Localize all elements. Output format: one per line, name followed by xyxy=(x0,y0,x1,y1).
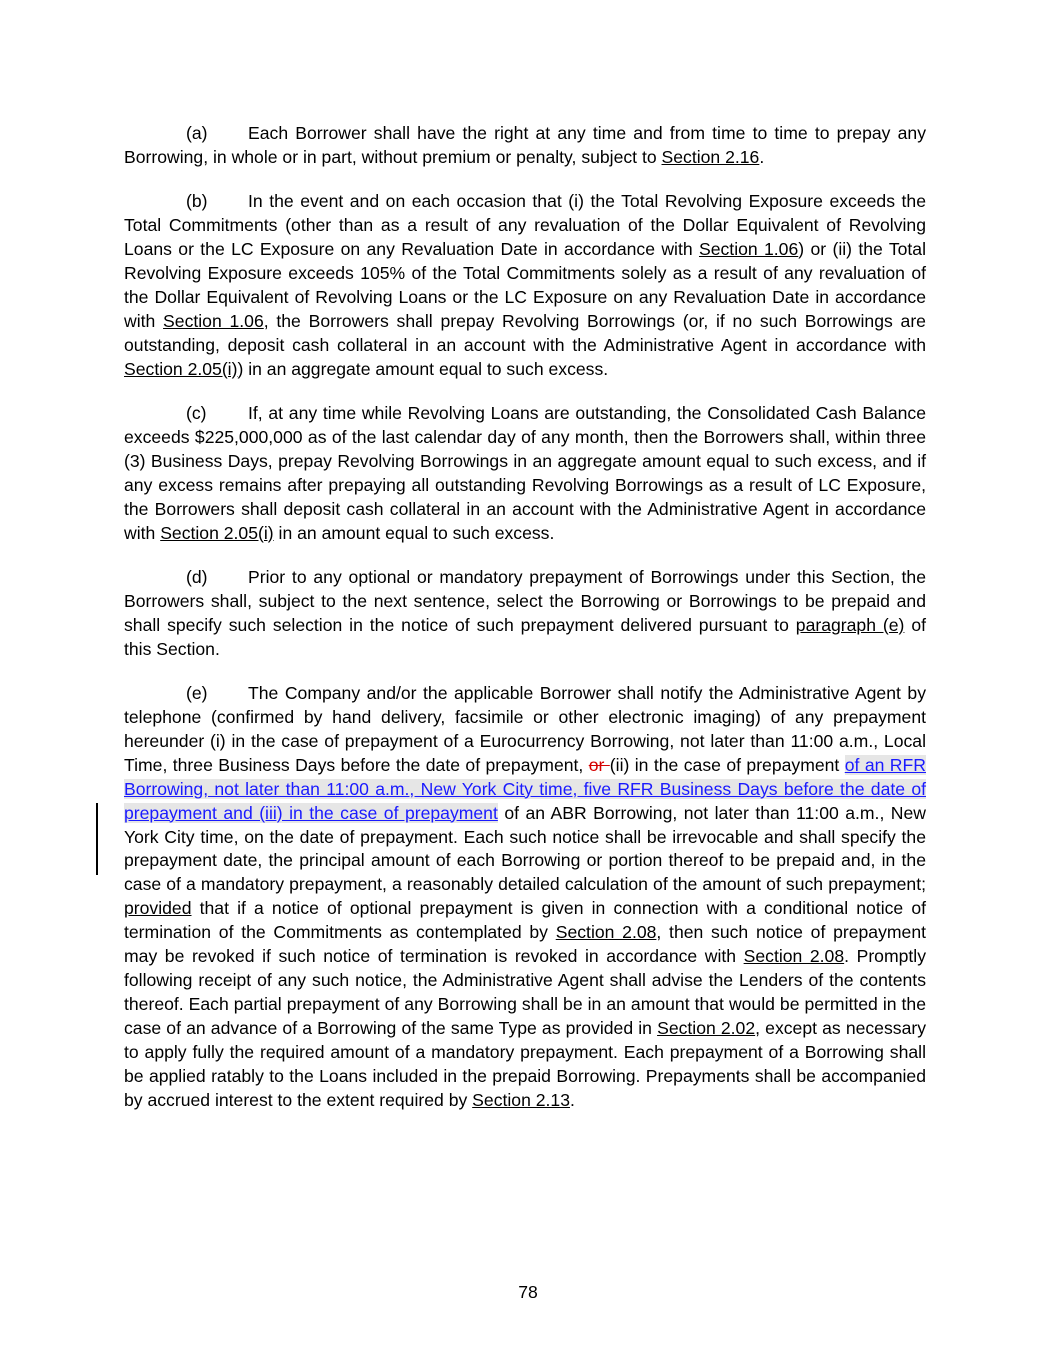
section-reference: Section 2.02 xyxy=(657,1017,756,1038)
paragraph-c xyxy=(124,402,926,545)
paragraph-a xyxy=(124,122,926,170)
deleted-text: or xyxy=(588,754,610,775)
defined-term-provided: provided xyxy=(124,898,192,919)
section-reference: Section 2.08 xyxy=(743,946,845,967)
section-reference: paragraph (e) xyxy=(795,614,905,635)
section-reference: Section 1.06 xyxy=(698,239,799,260)
paragraph-text: In the event and on each occasion that (i) the Total Revolving Exposure exceeds the Total Commitments (other than as a result of any revaluation of the Dollar Equivalent of Revolving Loans or the LC Exposure on any Revaluation Date in accordance with Section 1.06) or (ii) the Total Revolving Exposure exceeds 105% of the Total Commitments solely as a result of any revaluation of the Dollar Equivalent of Revolving Loans or the LC Exposure on any Revaluation Date in accordance with Section 1.06, the Borrowers shall prepay Revolving Borrowings (or, if no such Borrowings are outstanding, deposit cash collateral in an account with the Administrative Agent in accordance with Section 2.05(i)) in an aggregate amount equal to such excess. xyxy=(124,191,926,379)
paragraph-b xyxy=(124,190,926,381)
paragraph-text: Prior to any optional or mandatory prepayment of Borrowings under this Section, the Borrowers shall, subject to the next sentence, select the Borrowing or Borrowings to be prepaid and shall specify such selection in the notice of such prepayment delivered pursuant to paragraph (e) of this Section. xyxy=(124,567,926,659)
paragraph-label: (d) xyxy=(186,567,208,587)
paragraph-text: The Company and/or the applicable Borrower shall notify the Administrative Agent by telephone (confirmed by hand delivery, facsimile or other electronic imaging) of any prepayment hereunder (i) in the case of prepayment of a Eurocurrency Borrowing, not later than 11:00 a.m., Local Time, three Business Days before the date of prepayment, or (ii) in the case of prepayment of an RFR Borrowing, not later than 11:00 a.m., New York City time, five RFR Business Days before the date of prepayment and (iii) in the case of prepayment of an ABR Borrowing, not later than 11:00 a.m., New York City time, on the date of prepayment. Each such notice shall be irrevocable and shall specify the prepayment date, the principal amount of each Borrowing or portion thereof to be prepaid and, in the case of a mandatory prepayment, a reasonably detailed calculation of the amount of such prepayment; provided that if a notice of optional prepayment is given in connection with a conditional notice of termination of the Commitments as contemplated by Section 2.08, then such notice of prepayment may be revoked if such notice of termination is revoked in accordance with Section 2.08. Promptly following receipt of any such notice, the Administrative Agent shall advise the Lenders of the contents thereof. Each partial prepayment of any Borrowing shall be in an amount that would be permitted in the case of an advance of a Borrowing of the same Type as provided in Section 2.02, except as necessary to apply fully the required amount of a mandatory prepayment. Each prepayment of a Borrowing shall be applied ratably to the Loans included in the prepaid Borrowing. Prepayments shall be accompanied by accrued interest to the extent required by Section 2.13. xyxy=(124,683,927,1110)
section-reference: Section 2.05(i) xyxy=(160,522,274,543)
paragraph-text: Each Borrower shall have the right at any time and from time to time to prepay any Borrowing, in whole or in part, without premium or penalty, subject to Section 2.16. xyxy=(124,123,926,167)
inserted-text: of an RFR Borrowing, not later than 11:00 a.m., New York City time, five RFR Business Days before the date of prepayment and (iii) in the case of prepayment xyxy=(124,754,926,823)
paragraph-label: (c) xyxy=(186,403,207,424)
document-page xyxy=(124,122,926,1133)
paragraph-e xyxy=(124,682,926,1112)
paragraph-label: (e) xyxy=(186,683,208,704)
section-reference: Section 2.13 xyxy=(472,1089,570,1110)
page-number: 78 xyxy=(518,1282,538,1302)
section-reference: Section 1.06 xyxy=(163,310,264,331)
section-reference: Section 2.16 xyxy=(661,146,760,167)
revision-change-bar xyxy=(96,803,98,875)
paragraph-label: (a) xyxy=(186,123,208,143)
paragraph-d xyxy=(124,566,926,662)
section-reference: Section 2.05(i) xyxy=(124,358,238,379)
paragraph-label: (b) xyxy=(186,191,208,212)
paragraph-text: If, at any time while Revolving Loans are outstanding, the Consolidated Cash Balance exceeds $225,000,000 as of the last calendar day of any month, then the Borrowers shall, within three (3) Business Days, prepay Revolving Borrowings in an aggregate amount equal to such excess, and if any excess remains after prepaying all outstanding Revolving Borrowings as a result of LC Exposure, the Borrowers shall deposit cash collateral in an account with the Administrative Agent in accordance with Section 2.05(i) in an amount equal to such excess. xyxy=(124,403,926,543)
section-reference: Section 2.08 xyxy=(555,922,657,943)
